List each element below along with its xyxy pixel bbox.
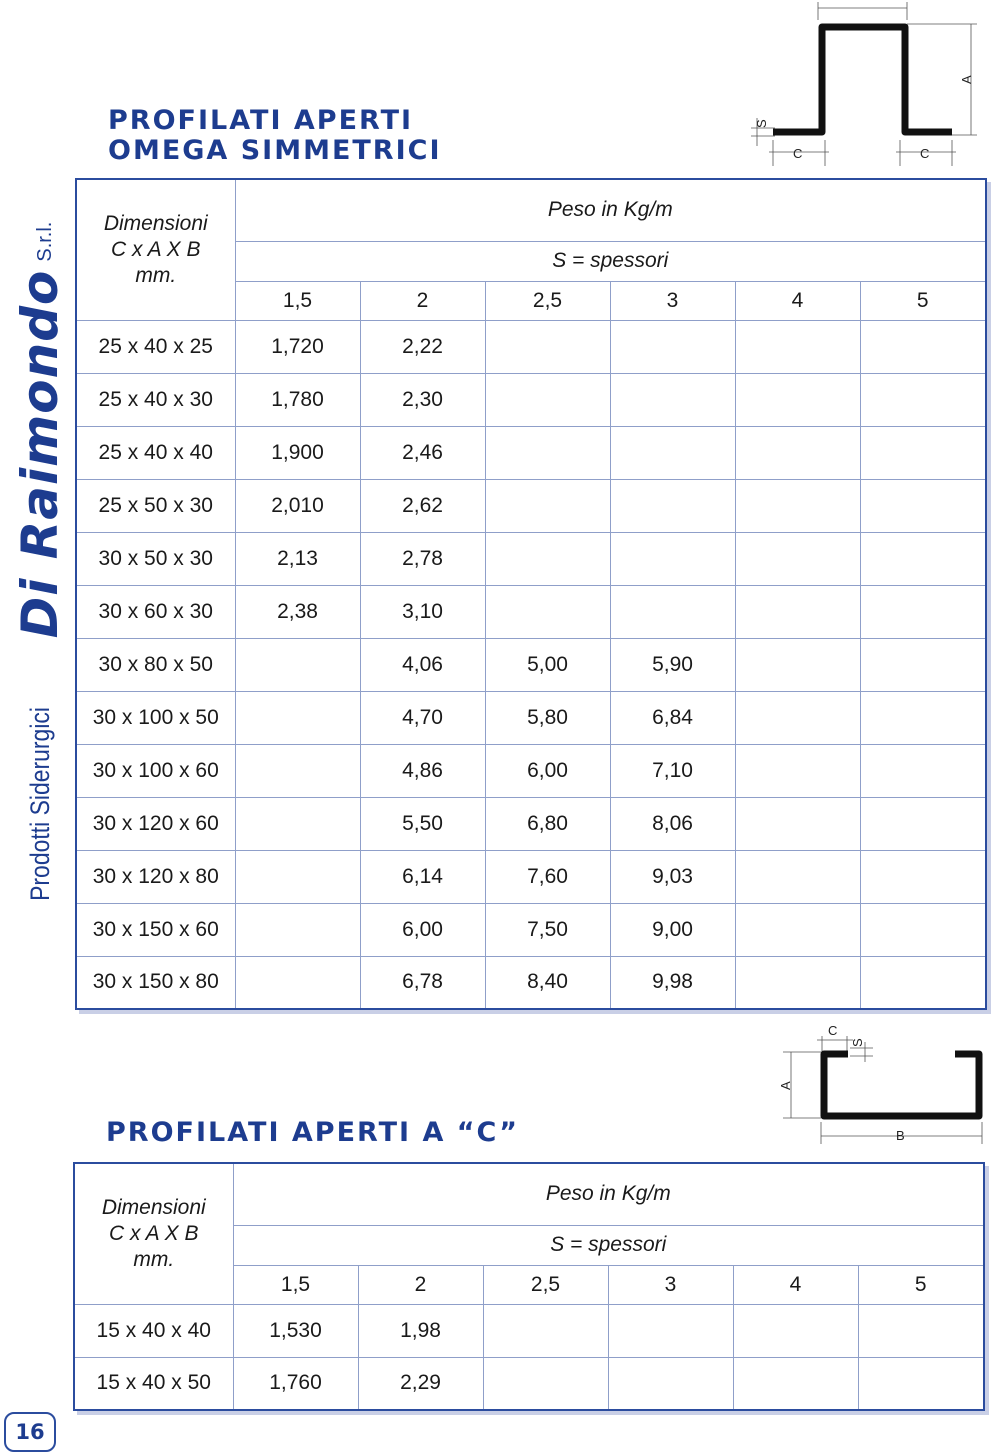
page-number: 16 bbox=[4, 1412, 56, 1452]
diagram1-label-s: S bbox=[754, 119, 769, 128]
weight-cell: 3,10 bbox=[360, 585, 485, 638]
weight-cell bbox=[485, 320, 610, 373]
weight-cell: 8,06 bbox=[610, 797, 735, 850]
weight-cell: 2,29 bbox=[358, 1357, 483, 1410]
weight-cell bbox=[610, 479, 735, 532]
weight-cell bbox=[860, 585, 986, 638]
omega-weight-table bbox=[75, 178, 987, 1010]
weight-cell bbox=[235, 744, 360, 797]
weight-cell bbox=[860, 479, 986, 532]
table-row bbox=[74, 1357, 984, 1410]
weight-cell bbox=[860, 956, 986, 1009]
weight-cell bbox=[735, 638, 860, 691]
dimension-cell: 25 x 40 x 30 bbox=[76, 373, 235, 426]
weight-cell bbox=[235, 797, 360, 850]
weight-cell bbox=[860, 744, 986, 797]
weight-cell: 2,22 bbox=[360, 320, 485, 373]
table-row bbox=[76, 850, 986, 903]
table-row bbox=[76, 744, 986, 797]
table-row bbox=[76, 903, 986, 956]
weight-cell: 2,62 bbox=[360, 479, 485, 532]
weight-cell: 9,03 bbox=[610, 850, 735, 903]
section1-title bbox=[108, 106, 442, 166]
weight-cell bbox=[735, 744, 860, 797]
weight-cell bbox=[610, 373, 735, 426]
diagram1-label-c-right: C bbox=[920, 146, 930, 161]
weight-cell: 5,50 bbox=[360, 797, 485, 850]
c-weight-table bbox=[73, 1162, 985, 1411]
dimension-cell: 25 x 50 x 30 bbox=[76, 479, 235, 532]
weight-cell: 6,00 bbox=[485, 744, 610, 797]
thickness-label: 2 bbox=[360, 281, 485, 320]
weight-cell: 2,30 bbox=[360, 373, 485, 426]
weight-cell bbox=[485, 585, 610, 638]
omega-table-wrapper bbox=[75, 178, 987, 1010]
weight-cell: 6,78 bbox=[360, 956, 485, 1009]
weight-cell: 5,00 bbox=[485, 638, 610, 691]
table-row bbox=[76, 585, 986, 638]
weight-cell bbox=[733, 1357, 858, 1410]
weight-cell bbox=[235, 903, 360, 956]
weight-header: Peso in Kg/m bbox=[235, 179, 986, 241]
weight-cell bbox=[610, 426, 735, 479]
weight-cell: 7,10 bbox=[610, 744, 735, 797]
diagram1-label-a: A bbox=[959, 75, 974, 84]
weight-cell: 2,46 bbox=[360, 426, 485, 479]
diagram2-label-c: C bbox=[828, 1023, 838, 1038]
weight-cell bbox=[860, 532, 986, 585]
thickness-label: 4 bbox=[735, 281, 860, 320]
weight-cell bbox=[860, 691, 986, 744]
thickness-label: 4 bbox=[733, 1265, 858, 1304]
weight-cell bbox=[735, 532, 860, 585]
weight-cell: 2,010 bbox=[235, 479, 360, 532]
weight-cell bbox=[735, 956, 860, 1009]
dimension-cell: 30 x 120 x 80 bbox=[76, 850, 235, 903]
weight-cell: 4,86 bbox=[360, 744, 485, 797]
table-row bbox=[76, 373, 986, 426]
dimension-cell: 30 x 150 x 80 bbox=[76, 956, 235, 1009]
dimension-cell: 25 x 40 x 40 bbox=[76, 426, 235, 479]
weight-cell: 2,13 bbox=[235, 532, 360, 585]
c-table-wrapper bbox=[73, 1162, 985, 1411]
weight-cell: 5,80 bbox=[485, 691, 610, 744]
omega-profile-diagram bbox=[745, 0, 985, 170]
weight-cell bbox=[610, 320, 735, 373]
weight-cell: 1,760 bbox=[233, 1357, 358, 1410]
brand-logo-text: Di Raimondo bbox=[11, 269, 69, 639]
thickness-label: 2,5 bbox=[485, 281, 610, 320]
weight-cell: 1,530 bbox=[233, 1304, 358, 1357]
sidebar-tagline: Prodotti Siderurgici bbox=[24, 707, 55, 902]
weight-cell bbox=[735, 903, 860, 956]
weight-cell bbox=[485, 479, 610, 532]
weight-header: Peso in Kg/m bbox=[233, 1163, 984, 1225]
thickness-label: 1,5 bbox=[233, 1265, 358, 1304]
weight-cell bbox=[483, 1304, 608, 1357]
dimension-cell: 25 x 40 x 25 bbox=[76, 320, 235, 373]
dimension-cell: 30 x 100 x 50 bbox=[76, 691, 235, 744]
weight-cell bbox=[860, 903, 986, 956]
weight-cell bbox=[860, 797, 986, 850]
weight-cell: 1,98 bbox=[358, 1304, 483, 1357]
dimension-cell: 30 x 120 x 60 bbox=[76, 797, 235, 850]
weight-cell: 1,720 bbox=[235, 320, 360, 373]
weight-cell bbox=[860, 426, 986, 479]
weight-cell: 6,84 bbox=[610, 691, 735, 744]
weight-cell bbox=[610, 585, 735, 638]
c-profile-diagram bbox=[775, 1018, 990, 1148]
dimension-cell: 30 x 150 x 60 bbox=[76, 903, 235, 956]
weight-cell: 9,00 bbox=[610, 903, 735, 956]
weight-cell bbox=[735, 850, 860, 903]
table-row bbox=[74, 1304, 984, 1357]
weight-cell: 6,14 bbox=[360, 850, 485, 903]
dimension-cell: 15 x 40 x 40 bbox=[74, 1304, 233, 1357]
weight-cell bbox=[733, 1304, 858, 1357]
sidebar-brand bbox=[10, 221, 70, 902]
weight-cell: 8,40 bbox=[485, 956, 610, 1009]
weight-cell bbox=[485, 532, 610, 585]
thickness-header: S = spessori bbox=[233, 1225, 984, 1265]
section1-title-line1: PROFILATI APERTI bbox=[108, 105, 414, 136]
weight-cell bbox=[860, 373, 986, 426]
dimension-header: Dimensioni C x A X B mm. bbox=[74, 1163, 233, 1304]
thickness-label: 5 bbox=[860, 281, 986, 320]
weight-cell: 9,98 bbox=[610, 956, 735, 1009]
weight-cell bbox=[608, 1304, 733, 1357]
weight-cell: 7,50 bbox=[485, 903, 610, 956]
weight-cell: 4,06 bbox=[360, 638, 485, 691]
diagram2-label-a: A bbox=[778, 1081, 793, 1090]
section1-title-line2: OMEGA SIMMETRICI bbox=[108, 135, 442, 166]
weight-cell: 4,70 bbox=[360, 691, 485, 744]
table-row bbox=[76, 638, 986, 691]
thickness-label: 2,5 bbox=[483, 1265, 608, 1304]
diagram1-label-c-left: C bbox=[793, 146, 803, 161]
weight-cell bbox=[485, 373, 610, 426]
weight-cell bbox=[608, 1357, 733, 1410]
weight-cell bbox=[735, 585, 860, 638]
table-row bbox=[76, 532, 986, 585]
weight-cell bbox=[860, 850, 986, 903]
weight-cell: 1,900 bbox=[235, 426, 360, 479]
weight-cell bbox=[735, 426, 860, 479]
weight-cell: 2,38 bbox=[235, 585, 360, 638]
section2-title: PROFILATI APERTI A “C” bbox=[106, 1117, 520, 1148]
weight-cell: 5,90 bbox=[610, 638, 735, 691]
weight-cell bbox=[235, 638, 360, 691]
weight-cell bbox=[735, 797, 860, 850]
thickness-label: 2 bbox=[358, 1265, 483, 1304]
table-row bbox=[76, 320, 986, 373]
dimension-cell: 30 x 100 x 60 bbox=[76, 744, 235, 797]
weight-cell bbox=[735, 320, 860, 373]
brand-suffix: S.r.l. bbox=[33, 221, 56, 262]
thickness-label: 1,5 bbox=[235, 281, 360, 320]
weight-cell bbox=[235, 956, 360, 1009]
weight-cell bbox=[735, 479, 860, 532]
weight-cell: 6,00 bbox=[360, 903, 485, 956]
table-row bbox=[76, 426, 986, 479]
table-row bbox=[76, 797, 986, 850]
table-row bbox=[76, 479, 986, 532]
weight-cell: 7,60 bbox=[485, 850, 610, 903]
weight-cell bbox=[610, 532, 735, 585]
dimension-header: Dimensioni C x A X B mm. bbox=[76, 179, 235, 320]
weight-cell bbox=[860, 638, 986, 691]
weight-cell bbox=[485, 426, 610, 479]
weight-cell: 6,80 bbox=[485, 797, 610, 850]
dimension-cell: 30 x 50 x 30 bbox=[76, 532, 235, 585]
dimension-cell: 30 x 60 x 30 bbox=[76, 585, 235, 638]
weight-cell: 1,780 bbox=[235, 373, 360, 426]
thickness-header: S = spessori bbox=[235, 241, 986, 281]
thickness-label: 5 bbox=[858, 1265, 984, 1304]
dimension-cell: 30 x 80 x 50 bbox=[76, 638, 235, 691]
dimension-cell: 15 x 40 x 50 bbox=[74, 1357, 233, 1410]
table-row bbox=[76, 691, 986, 744]
thickness-label: 3 bbox=[610, 281, 735, 320]
diagram2-label-s: S bbox=[850, 1038, 865, 1047]
weight-cell bbox=[735, 373, 860, 426]
weight-cell: 2,78 bbox=[360, 532, 485, 585]
weight-cell bbox=[235, 850, 360, 903]
weight-cell bbox=[858, 1304, 984, 1357]
weight-cell bbox=[858, 1357, 984, 1410]
diagram2-label-b: B bbox=[896, 1128, 905, 1143]
weight-cell bbox=[483, 1357, 608, 1410]
weight-cell bbox=[235, 691, 360, 744]
weight-cell bbox=[735, 691, 860, 744]
table-row bbox=[76, 956, 986, 1009]
thickness-label: 3 bbox=[608, 1265, 733, 1304]
weight-cell bbox=[860, 320, 986, 373]
